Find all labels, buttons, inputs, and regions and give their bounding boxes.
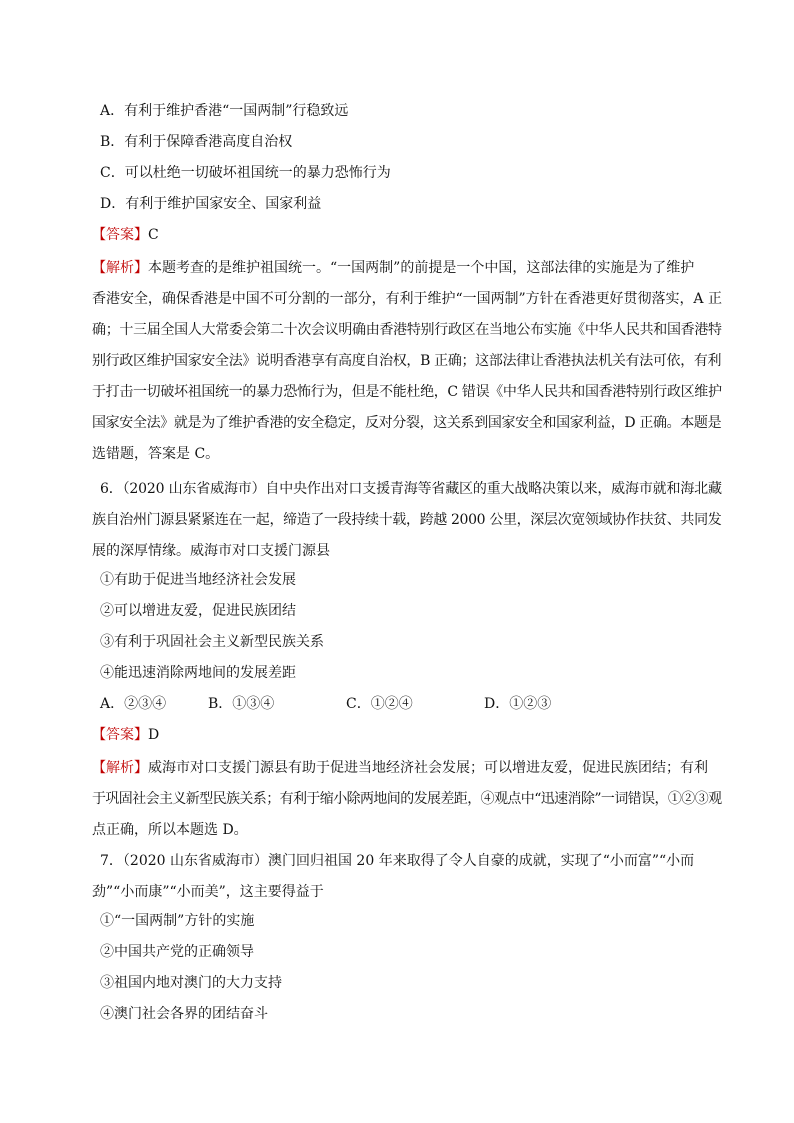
answer-tag: 【答案】 [92,227,148,243]
answer-value: D [148,727,160,743]
analysis-text: 威海市对口支援门源县有助于促进当地经济社会发展；可以增进友爱，促进民族团结；有利 [148,760,708,776]
q6-item: ④能迅速消除两地间的发展差距 [100,665,296,681]
q6-item: ①有助于促进当地经济社会发展 [100,572,296,588]
q5-analysis-line: 选错题，答案是 C。 [92,446,220,462]
q7-item: ④澳门社会各界的团结奋斗 [100,1006,268,1022]
q5-analysis-line: 国家安全法》就是为了维护香港的安全稳定，反对分裂，这关系到国家安全和国家利益，D 正确。本题是 [92,415,722,431]
analysis-tag: 【解析】 [92,760,148,776]
analysis-tag: 【解析】 [92,260,148,276]
q5-option-d: D．有利于维护国家安全、国家利益 [100,196,322,212]
q6-choice-b: B．①③④ [208,696,275,712]
q6-stem-line: 6．（2020 山东省威海市）自中央作出对口支援青海等省藏区的重大战略决策以来，威海市就和海北藏 [100,481,722,497]
q6-answer [92,726,722,744]
q5-answer [92,226,722,244]
q5-analysis-line: 香港安全，确保香港是中国不可分割的一部分，有利于维护“一国两制”方针在香港更好贯彻落实，A 正 [92,291,722,307]
q6-choice-a: A．②③④ [100,696,167,712]
q5-option-b: B．有利于保障香港高度自治权 [100,134,293,150]
q7-stem-line: 7．（2020 山东省威海市）澳门回归祖国 20 年来取得了令人自豪的成就，实现了“小而富”“小而 [100,853,695,869]
q6-analysis-line: 点正确，所以本题选 D。 [92,822,248,838]
q5-analysis-line: 别行政区维护国家安全法》说明香港享有高度自治权，B 正确；这部法律让香港执法机关有法可依，有利 [92,353,722,369]
q6-analysis-line [92,757,722,777]
answer-value: C [148,227,159,243]
q6-analysis-line: 于巩固社会主义新型民族关系；有利于缩小除两地间的发展差距，④观点中“迅速消除”一词错误，①②③观 [92,791,722,807]
q6-stem-line: 展的深厚情缘。威海市对口支援门源县 [92,543,330,559]
q6-stem-line: 族自治州门源县紧紧连在一起，缔造了一段持续十载，跨越 2000 公里，深层次宽领域协作扶贫、共同发 [92,512,722,528]
analysis-text: 本题考查的是维护祖国统一。“一国两制”的前提是一个中国，这部法律的实施是为了维护 [148,260,695,276]
q6-choice-c: C．①②④ [346,696,413,712]
q7-item: ②中国共产党的正确领导 [100,944,254,960]
q5-option-c: C．可以杜绝一切破坏祖国统一的暴力恐怖行为 [100,165,391,181]
q7-stem-line: 劲”“小而康”“小而美”，这主要得益于 [92,884,324,900]
q7-item: ①“一国两制”方针的实施 [100,913,255,929]
q5-option-a: A．有利于维护香港“一国两制”行稳致远 [100,103,349,119]
q5-analysis-line [92,257,722,277]
answer-tag: 【答案】 [92,727,148,743]
q6-item: ②可以增进友爱，促进民族团结 [100,603,296,619]
q6-item: ③有利于巩固社会主义新型民族关系 [100,634,324,650]
q7-item: ③祖国内地对澳门的大力支持 [100,975,282,991]
q5-analysis-line: 确；十三届全国人大常委会第二十次会议明确由香港特别行政区在当地公布实施《中华人民共和国香港特 [92,322,722,338]
q5-analysis-line: 于打击一切破坏祖国统一的暴力恐怖行为，但是不能杜绝，C 错误《中华人民共和国香港特别行政区维护 [92,384,722,400]
q6-choice-d: D．①②③ [484,696,552,712]
